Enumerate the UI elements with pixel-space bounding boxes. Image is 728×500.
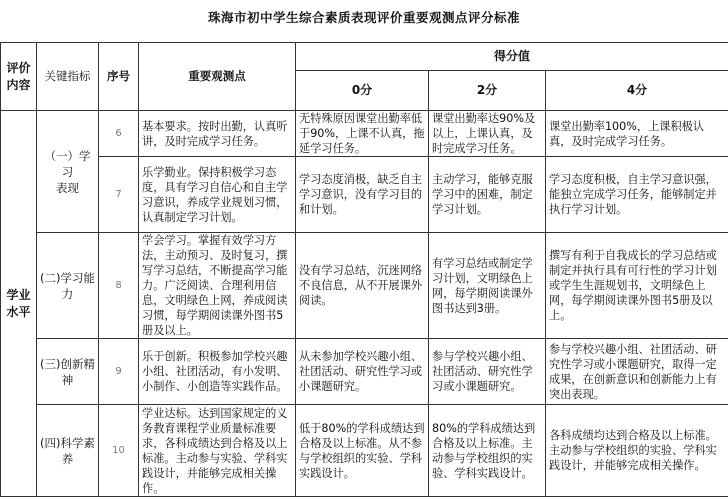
table-row	[1, 405, 728, 497]
table-row	[1, 111, 728, 157]
header-row-1	[1, 43, 728, 71]
observation-cell: 学会学习。掌握有效学习方法，主动预习、及时复习，撰写学习总结，不断提高学习能力。广泛阅读、合理利用信息，文明绿色上网，养成阅读习惯，每学期阅读课外图书5册及以上。	[139, 233, 296, 339]
observation-cell: 乐于创新。积极参加学校兴趣小组、社团活动，有小发明、小制作、小创造等实践作品。	[139, 339, 296, 405]
header-observation: 重要观测点	[139, 43, 296, 111]
seq-cell: 10	[99, 405, 139, 497]
score4-cell: 学习态度积极，自主学习意识强，能独立完成学习任务，能够制定并执行学习计划。	[546, 157, 728, 233]
observation-cell: 乐学勤业。保持积极学习态度，具有学习自信心和自主学习意识，养成学业规划习惯，认真制定学习计划。	[139, 157, 296, 233]
seq-cell: 8	[99, 233, 139, 339]
table-row	[1, 339, 728, 405]
header-dimension	[1, 43, 37, 111]
score4-cell: 课堂出勤率100%，上课积极认真，及时完成学习任务。	[546, 111, 728, 157]
header-seq: 序号	[99, 43, 139, 111]
header-score-2: 2分	[429, 71, 546, 111]
seq-cell: 9	[99, 339, 139, 405]
score2-cell: 80%的学科成绩达到合格及以上标准。主动参与学校组织的实验、学科实践设计。	[429, 405, 546, 497]
indicator-cell: (三)创新精 神	[37, 339, 99, 405]
seq-cell: 7	[99, 157, 139, 233]
score0-cell: 从未参加学校兴趣小组、社团活动、研究性学习或小课题研究。	[296, 339, 429, 405]
score4-cell: 参与学校兴趣小组、社团活动、研究性学习或小课题研究，取得一定成果，在创新意识和创新能力上有突出表现。	[546, 339, 728, 405]
header-dimension-text: 评价 内容	[6, 60, 31, 92]
score2-cell: 主动学习，能够克服学习中的困难，制定学习计划。	[429, 157, 546, 233]
header-indicator: 关键指标	[37, 43, 99, 111]
score2-cell: 课堂出勤率达90%及以上，上课认真，及时完成学习任务。	[429, 111, 546, 157]
table-row	[1, 157, 728, 233]
dimension-cell: 学业 水平	[1, 111, 37, 497]
score4-cell: 各科成绩均达到合格及以上标准。主动参与学校组织的实验、学科实践设计，并能够完成相关操作。	[546, 405, 728, 497]
page-title: 珠海市初中学生综合素质表现评价重要观测点评分标准	[207, 10, 520, 25]
score0-cell: 低于80%的学科成绩达到合格及以上标准。从不参与学校组织的实验、学科实践设计。	[296, 405, 429, 497]
indicator-cell: (二)学习能 力	[37, 233, 99, 339]
seq-cell: 6	[99, 111, 139, 157]
observation-cell: 学业达标。达到国家规定的义务教育课程学业质量标准要求，各科成绩达到合格及以上标准。主动参与实验、学科实践设计，并能够完成相关操作。	[139, 405, 296, 497]
indicator-cell: （一）学习 表现	[37, 111, 99, 233]
observation-cell: 基本要求。按时出勤，认真听讲，及时完成学习任务。	[139, 111, 296, 157]
score0-cell: 无特殊原因课堂出勤率低于90%，上课不认真，拖延学习任务。	[296, 111, 429, 157]
score0-cell: 学习态度消极，缺乏自主学习意识，没有学习目的和计划。	[296, 157, 429, 233]
score2-cell: 有学习总结或制定学习计划，文明绿色上网，每学期阅读课外图书达到3册。	[429, 233, 546, 339]
indicator-cell: (四)科学素 养	[37, 405, 99, 497]
header-score-4: 4分	[546, 71, 728, 111]
score0-cell: 没有学习总结，沉迷网络不良信息，从不开展课外阅读。	[296, 233, 429, 339]
score4-cell: 撰写有利于自我成长的学习总结或制定并执行具有可行性的学习计划或学生生涯规划书，文明绿色上网，每学期阅读课外图书5册及以上。	[546, 233, 728, 339]
header-score-0: 0分	[296, 71, 429, 111]
score2-cell: 参与学校兴趣小组、社团活动、研究性学习或小课题研究。	[429, 339, 546, 405]
table-row	[1, 233, 728, 339]
scoring-table	[0, 42, 728, 497]
header-score-group: 得分值	[296, 43, 728, 71]
